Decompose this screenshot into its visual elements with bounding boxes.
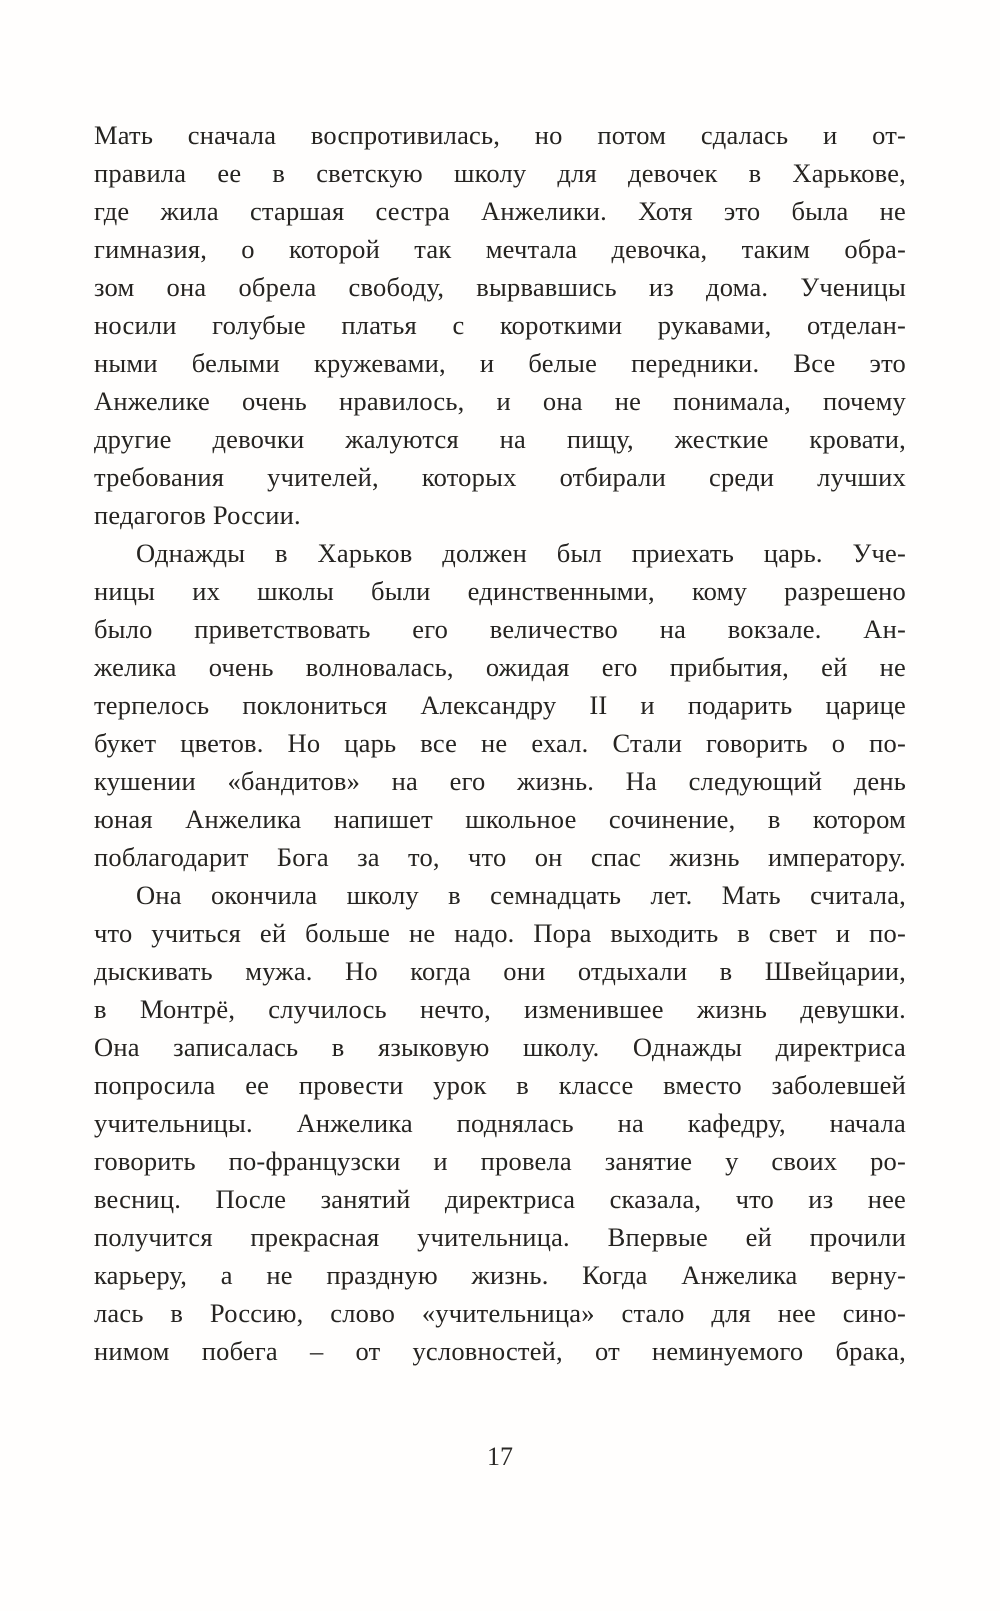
- text-line: Анжелике очень нравилось, и она не понимала, почему: [94, 386, 906, 416]
- text-line: зом она обрела свободу, вырвавшись из дома. Ученицы: [94, 272, 906, 302]
- text-line: букет цветов. Но царь все не ехал. Стали говорить о по-: [94, 728, 906, 758]
- text-line: нимом побега – от условностей, от неминуемого брака,: [94, 1336, 906, 1366]
- text-line: Она записалась в языковую школу. Однажды директриса: [94, 1032, 906, 1062]
- text-line: правила ее в светскую школу для девочек в Харькове,: [94, 158, 906, 188]
- text-line: ницы их школы были единственными, кому разрешено: [94, 576, 906, 606]
- text-line: терпелось поклониться Александру II и подарить царице: [94, 690, 906, 720]
- text-line: Она окончила школу в семнадцать лет. Мать считала,: [136, 880, 906, 910]
- text-line: учительницы. Анжелика поднялась на кафедру, начала: [94, 1108, 906, 1138]
- text-block: [94, 116, 906, 1370]
- text-line: юная Анжелика напишет школьное сочинение, в котором: [94, 804, 906, 834]
- text-line: получится прекрасная учительница. Впервые ей прочили: [94, 1222, 906, 1252]
- text-line: желика очень волновалась, ожидая его прибытия, ей не: [94, 652, 906, 682]
- text-line: говорить по-французски и провела занятие у своих ро-: [94, 1146, 906, 1176]
- text-line: ными белыми кружевами, и белые передники. Все это: [94, 348, 906, 378]
- paragraph: [94, 534, 906, 876]
- paragraph: [94, 116, 906, 534]
- text-line: было приветствовать его величество на вокзале. Ан-: [94, 614, 906, 644]
- text-line: Однажды в Харьков должен был приехать царь. Уче-: [136, 538, 906, 568]
- text-line: гимназия, о которой так мечтала девочка, таким обра-: [94, 234, 906, 264]
- text-line: кушении «бандитов» на его жизнь. На следующий день: [94, 766, 906, 796]
- text-line: носили голубые платья с короткими рукавами, отделан-: [94, 310, 906, 340]
- text-line: требования учителей, которых отбирали среди лучших: [94, 462, 906, 492]
- text-line: Мать сначала воспротивилась, но потом сдалась и от-: [94, 120, 906, 150]
- paragraph: [94, 876, 906, 1370]
- text-line: поблагодарит Бога за то, что он спас жизнь императору.: [94, 842, 906, 872]
- text-line: лась в Россию, слово «учительница» стало для нее сино-: [94, 1298, 906, 1328]
- text-line: в Монтрё, случилось нечто, изменившее жизнь девушки.: [94, 994, 906, 1024]
- text-line: попросила ее провести урок в классе вместо заболевшей: [94, 1070, 906, 1100]
- text-line: что учиться ей больше не надо. Пора выходить в свет и по-: [94, 918, 906, 948]
- text-line: где жила старшая сестра Анжелики. Хотя это была не: [94, 196, 906, 226]
- text-line: другие девочки жалуются на пищу, жесткие кровати,: [94, 424, 906, 454]
- text-line: весниц. После занятий директриса сказала, что из нее: [94, 1184, 906, 1214]
- text-line: педагогов России.: [94, 500, 301, 530]
- text-line: карьеру, а не праздную жизнь. Когда Анжелика верну-: [94, 1260, 906, 1290]
- page-number: 17: [487, 1442, 513, 1471]
- text-line: дыскивать мужа. Но когда они отдыхали в Швейцарии,: [94, 956, 906, 986]
